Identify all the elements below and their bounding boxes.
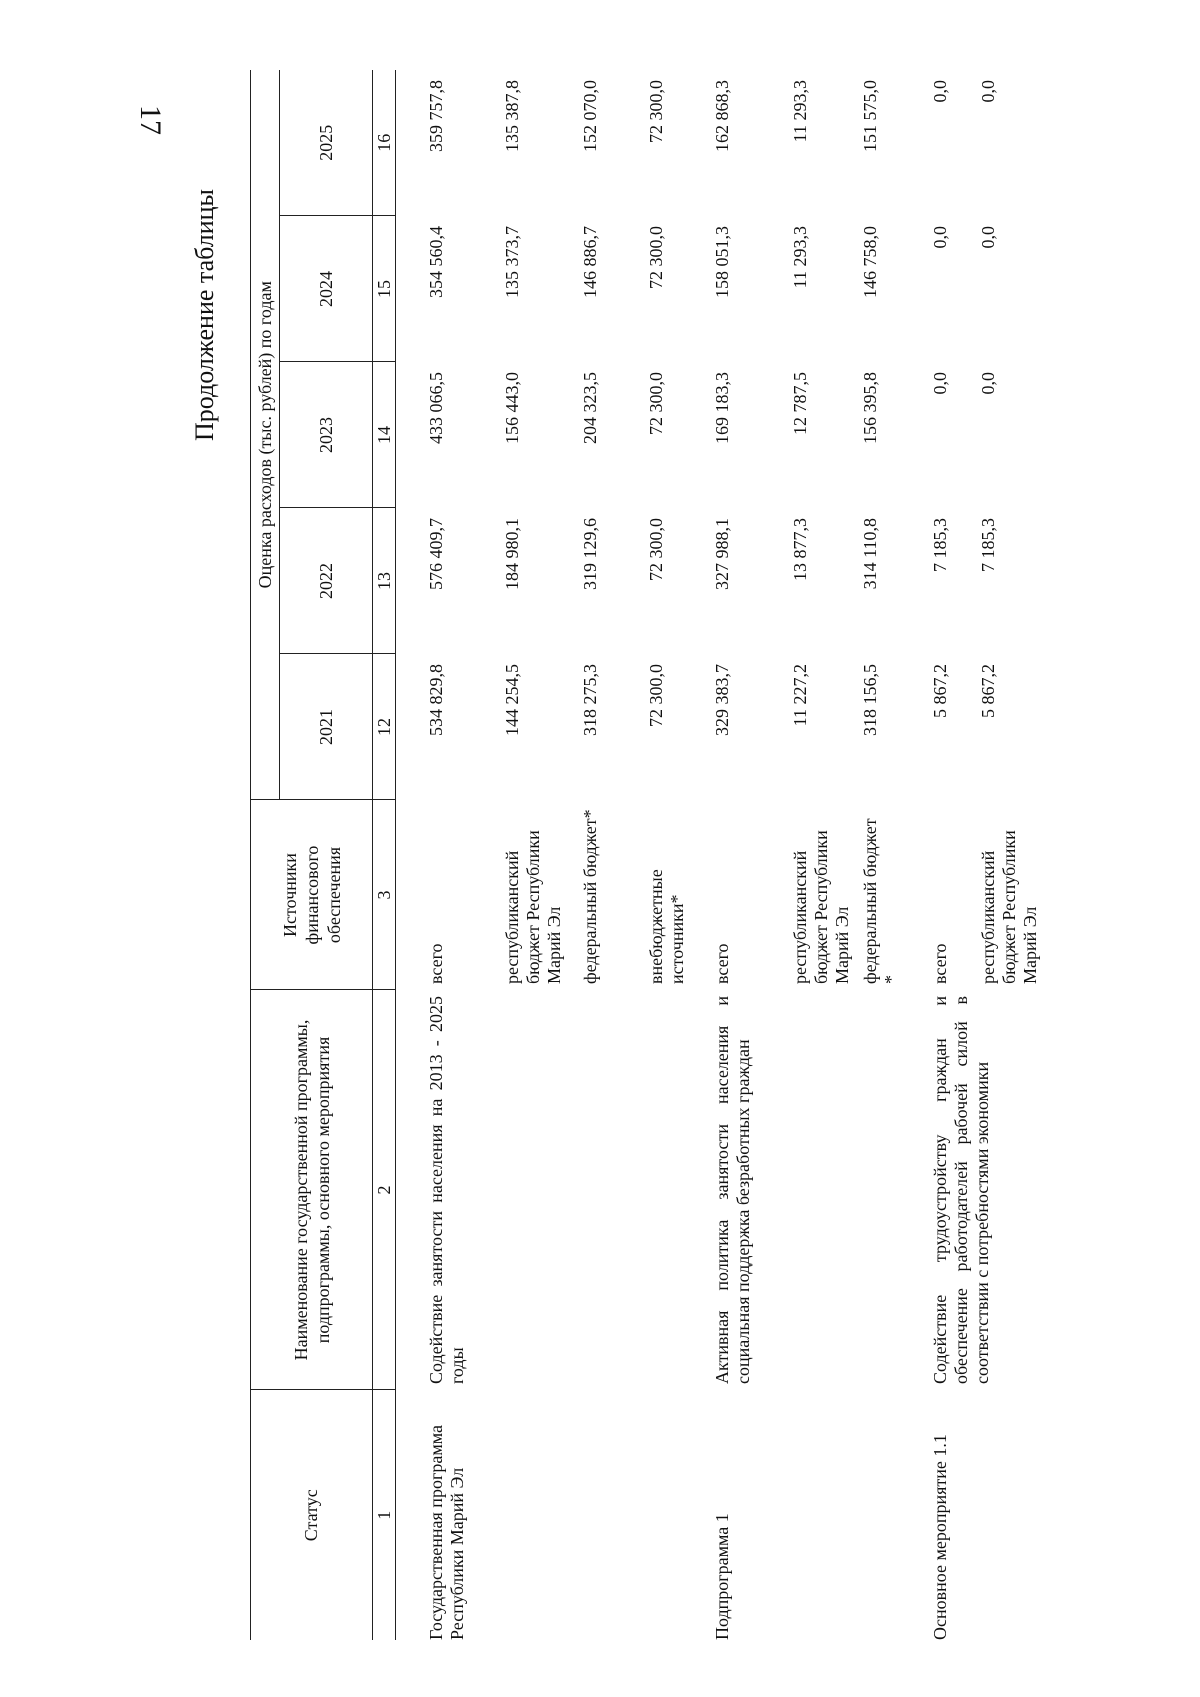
row-value: 433 066,5 bbox=[426, 372, 446, 444]
header-year-2023: 2023 bbox=[280, 362, 373, 508]
row-value: 5 867,2 bbox=[978, 664, 998, 718]
table-row bbox=[578, 70, 644, 1640]
row-value: 156 443,0 bbox=[502, 372, 522, 444]
row-value: 318 156,5 bbox=[860, 664, 880, 736]
table-row bbox=[644, 70, 710, 1640]
header-estimate-group: Оценка расходов (тыс. рублей) по годам bbox=[251, 70, 280, 800]
row-value: 318 275,3 bbox=[580, 664, 600, 736]
row-value: 72 300,0 bbox=[646, 664, 666, 727]
table-row bbox=[858, 70, 928, 1640]
row-name: Активная политика занятости населения и социальная поддержка безработных граждан bbox=[712, 996, 753, 1384]
col-number: 1 bbox=[373, 1390, 396, 1640]
row-value: 72 300,0 bbox=[646, 226, 666, 289]
row-name: Содействие занятости населения на 2013 - 2025 годы bbox=[426, 996, 467, 1384]
col-number: 16 bbox=[373, 70, 396, 216]
row-value: 0,0 bbox=[978, 372, 998, 395]
header-year-2024: 2024 bbox=[280, 216, 373, 362]
table-row bbox=[788, 70, 858, 1640]
row-value: 152 070,0 bbox=[580, 79, 600, 152]
row-status: Государственная программа Республики Марий Эл bbox=[426, 1425, 467, 1640]
row-value: 135 387,8 bbox=[502, 79, 522, 152]
row-value: 169 183,3 bbox=[712, 372, 732, 444]
header-year-2021: 2021 bbox=[280, 654, 373, 800]
table-body bbox=[396, 70, 1047, 1640]
row-name bbox=[788, 990, 858, 1390]
col-number: 3 bbox=[373, 800, 396, 990]
row-value: 5 867,2 bbox=[930, 664, 950, 718]
row-value: 11 227,2 bbox=[790, 664, 810, 727]
row-status bbox=[578, 1390, 644, 1640]
col-number: 13 bbox=[373, 508, 396, 654]
row-name bbox=[644, 990, 710, 1390]
row-source: внебюджетные источники* bbox=[646, 869, 687, 984]
row-source: федеральный бюджет * bbox=[860, 818, 901, 984]
table-row bbox=[424, 70, 500, 1640]
header-status: Статус bbox=[251, 1390, 373, 1640]
header-year-2025: 2025 bbox=[280, 70, 373, 216]
row-value: 314 110,8 bbox=[860, 518, 880, 590]
row-value: 204 323,5 bbox=[580, 372, 600, 444]
row-name: Содействие трудоустройству граждан и обеспечение работодателей рабочей силой в соответствии с потребностями экономики bbox=[930, 996, 992, 1384]
row-value: 72 300,0 bbox=[646, 518, 666, 581]
row-value: 11 293,3 bbox=[790, 226, 810, 289]
row-value: 72 300,0 bbox=[646, 372, 666, 435]
row-name bbox=[578, 990, 644, 1390]
row-source: всего bbox=[930, 943, 950, 984]
row-value: 359 757,8 bbox=[426, 79, 446, 152]
row-value: 534 829,8 bbox=[426, 664, 446, 736]
header-sources: Источники финансового обеспечения bbox=[251, 800, 373, 990]
row-status bbox=[976, 1390, 1046, 1640]
continuation-title: Продолжение таблицы bbox=[190, 189, 219, 441]
table-row bbox=[500, 70, 578, 1640]
row-source: республиканский бюджет Республики Марий Эл bbox=[502, 830, 564, 984]
row-value: 0,0 bbox=[978, 79, 998, 103]
rotated-table-page bbox=[190, 70, 1200, 1640]
row-value: 354 560,4 bbox=[426, 226, 446, 298]
row-value: 135 373,7 bbox=[502, 226, 522, 298]
row-value: 319 129,6 bbox=[580, 518, 600, 590]
row-value: 0,0 bbox=[978, 226, 998, 249]
row-value: 12 787,5 bbox=[790, 372, 810, 435]
row-value: 0,0 bbox=[930, 372, 950, 395]
row-value: 11 293,3 bbox=[790, 79, 810, 143]
row-status: Основное мероприятие 1.1 bbox=[930, 1434, 950, 1640]
header-year-2022: 2022 bbox=[280, 508, 373, 654]
col-number: 2 bbox=[373, 990, 396, 1390]
row-source: всего bbox=[426, 943, 446, 984]
row-status bbox=[500, 1390, 578, 1640]
table-row bbox=[928, 70, 976, 1640]
row-value: 329 383,7 bbox=[712, 664, 732, 736]
row-source: республиканский бюджет Республики Марий Эл bbox=[790, 830, 852, 984]
col-number: 15 bbox=[373, 216, 396, 362]
header-name: Наименование государственной программы, подпрограммы, основного мероприятия bbox=[251, 990, 373, 1390]
row-value: 162 868,3 bbox=[712, 79, 732, 152]
row-value: 7 185,3 bbox=[978, 518, 998, 572]
row-source: всего bbox=[712, 943, 732, 984]
col-number: 14 bbox=[373, 362, 396, 508]
row-status bbox=[858, 1390, 928, 1640]
row-value: 156 395,8 bbox=[860, 372, 880, 444]
row-source: федеральный бюджет* bbox=[580, 809, 600, 984]
row-status bbox=[644, 1390, 710, 1640]
row-status bbox=[788, 1390, 858, 1640]
budget-table bbox=[250, 70, 1046, 1640]
row-value: 146 886,7 bbox=[580, 226, 600, 298]
row-value: 327 988,1 bbox=[712, 518, 732, 590]
row-status: Подпрограмма 1 bbox=[712, 1513, 732, 1640]
table-header bbox=[251, 70, 396, 1640]
table-row bbox=[976, 70, 1046, 1640]
row-value: 144 254,5 bbox=[502, 664, 522, 736]
row-value: 184 980,1 bbox=[502, 518, 522, 590]
row-value: 146 758,0 bbox=[860, 226, 880, 298]
row-value: 576 409,7 bbox=[426, 518, 446, 590]
row-source: республиканский бюджет Республики Марий Эл bbox=[978, 830, 1040, 984]
row-name bbox=[858, 990, 928, 1390]
col-number: 12 bbox=[373, 654, 396, 800]
row-value: 0,0 bbox=[930, 79, 950, 103]
row-value: 72 300,0 bbox=[646, 79, 666, 143]
row-name bbox=[500, 990, 578, 1390]
row-value: 0,0 bbox=[930, 226, 950, 249]
row-value: 151 575,0 bbox=[860, 79, 880, 152]
table-row bbox=[710, 70, 788, 1640]
row-value: 158 051,3 bbox=[712, 226, 732, 298]
row-value: 13 877,3 bbox=[790, 518, 810, 581]
page-number: 17 bbox=[134, 105, 167, 135]
row-value: 7 185,3 bbox=[930, 518, 950, 572]
